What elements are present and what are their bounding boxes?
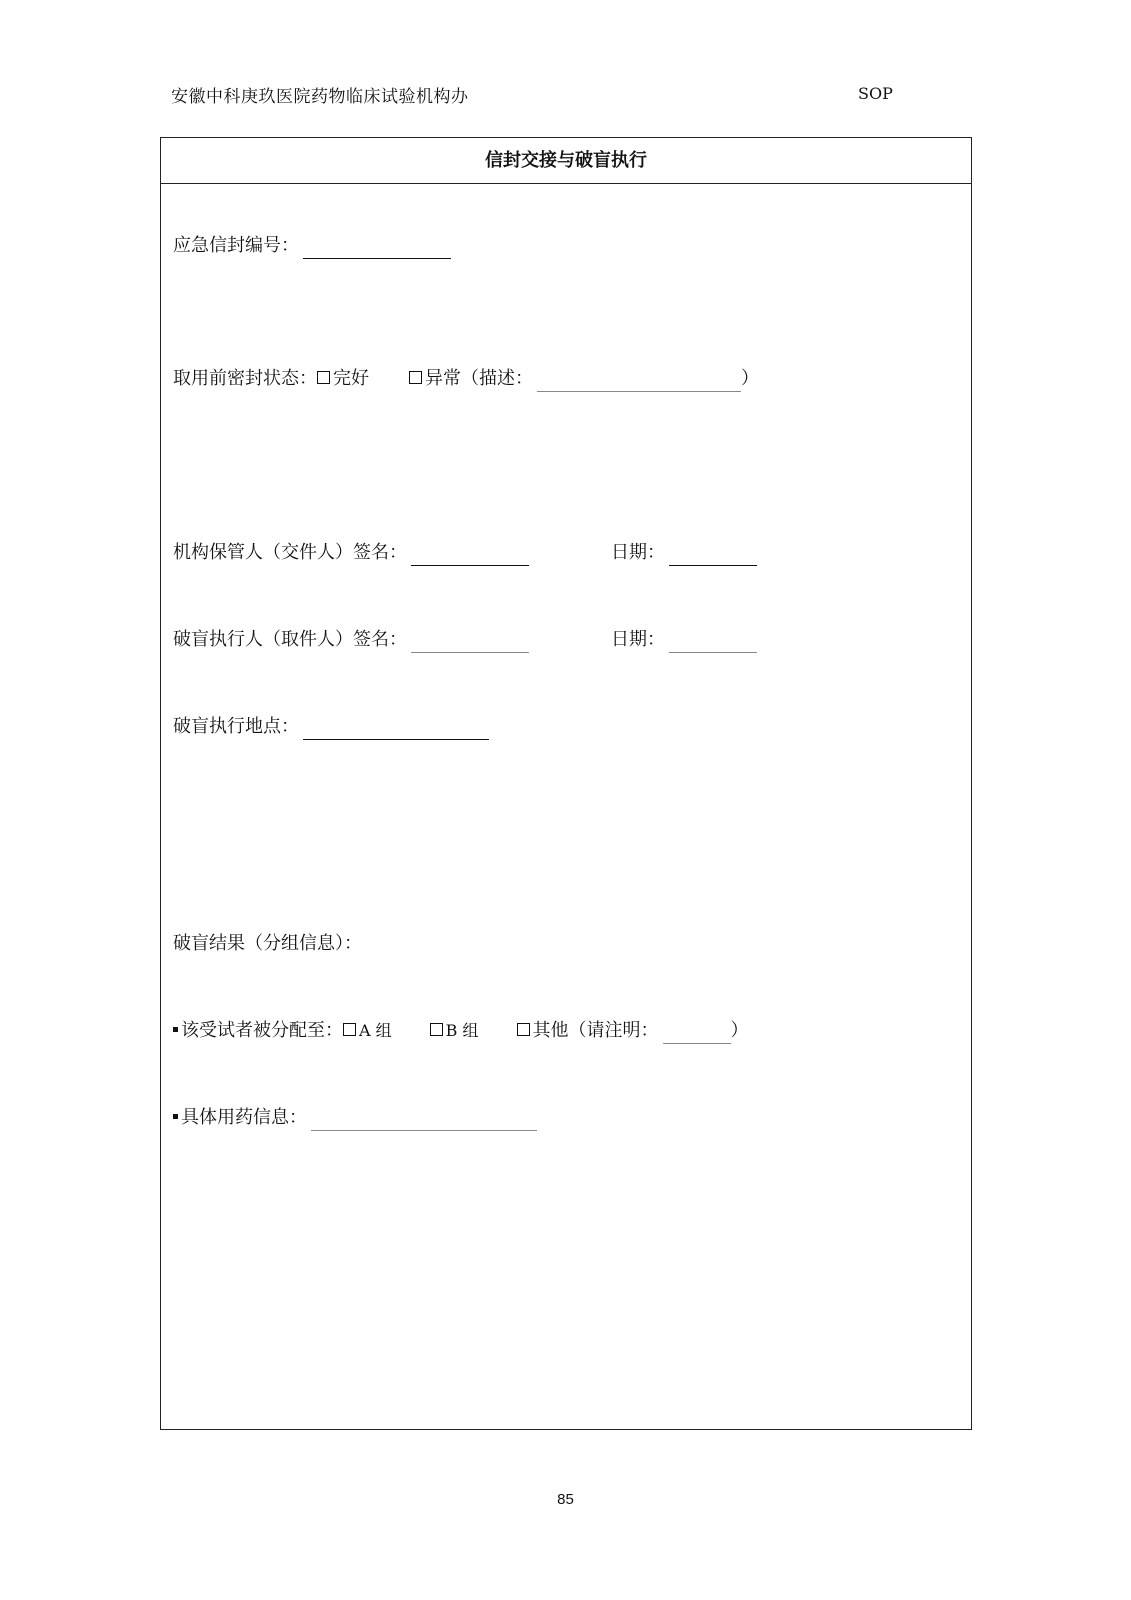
seal-status-label: 取用前密封状态： bbox=[173, 368, 317, 389]
seal-status-row bbox=[173, 366, 759, 392]
group-a-label: A 组 bbox=[359, 1021, 392, 1040]
group-other-close: ） bbox=[730, 1020, 749, 1041]
executor-row bbox=[173, 627, 529, 653]
custodian-date-field[interactable] bbox=[669, 545, 757, 566]
header-doc-type: SOP bbox=[858, 84, 893, 103]
executor-signature-field[interactable] bbox=[411, 632, 529, 653]
executor-label: 破盲执行人（取件人）签名： bbox=[173, 629, 407, 650]
executor-date-field[interactable] bbox=[669, 632, 757, 653]
custodian-row bbox=[173, 540, 529, 566]
group-a-checkbox[interactable] bbox=[343, 1023, 356, 1036]
medication-field[interactable] bbox=[311, 1110, 537, 1131]
custodian-date-row bbox=[611, 540, 757, 566]
seal-intact-checkbox[interactable] bbox=[317, 371, 330, 384]
custodian-date-label: 日期： bbox=[611, 542, 665, 563]
seal-abnormal-label: 异常（描述： bbox=[425, 368, 533, 389]
location-row bbox=[173, 714, 489, 740]
form-box bbox=[160, 137, 972, 1430]
assignment-row bbox=[173, 1018, 749, 1044]
medication-row bbox=[173, 1105, 537, 1131]
group-b-label: B 组 bbox=[445, 1021, 479, 1040]
custodian-label: 机构保管人（交件人）签名： bbox=[173, 542, 407, 563]
envelope-number-row bbox=[173, 233, 451, 259]
location-field[interactable] bbox=[303, 719, 489, 740]
header-organization: 安徽中科庚玖医院药物临床试验机构办 bbox=[171, 87, 469, 107]
location-label: 破盲执行地点： bbox=[173, 716, 299, 737]
executor-date-row bbox=[611, 627, 757, 653]
result-row bbox=[173, 931, 362, 957]
form-title: 信封交接与破盲执行 bbox=[161, 138, 971, 184]
seal-abnormal-description-field[interactable] bbox=[537, 371, 741, 392]
group-other-label: 其他（请注明： bbox=[532, 1020, 659, 1041]
seal-abnormal-close: ） bbox=[741, 368, 759, 389]
bullet-icon bbox=[173, 1114, 178, 1119]
assignment-label: 该受试者被分配至： bbox=[181, 1020, 343, 1041]
custodian-signature-field[interactable] bbox=[411, 545, 529, 566]
envelope-number-field[interactable] bbox=[303, 238, 451, 259]
result-label: 破盲结果（分组信息）： bbox=[173, 933, 362, 954]
bullet-icon bbox=[173, 1027, 178, 1032]
group-other-specify-field[interactable] bbox=[663, 1023, 731, 1044]
seal-abnormal-checkbox[interactable] bbox=[409, 371, 422, 384]
medication-label: 具体用药信息： bbox=[181, 1107, 307, 1128]
executor-date-label: 日期： bbox=[611, 629, 665, 650]
envelope-number-label: 应急信封编号： bbox=[173, 235, 299, 256]
seal-intact-label: 完好 bbox=[333, 368, 369, 389]
group-b-checkbox[interactable] bbox=[430, 1023, 443, 1036]
page-number: 85 bbox=[557, 1491, 574, 1508]
group-other-checkbox[interactable] bbox=[517, 1023, 530, 1036]
